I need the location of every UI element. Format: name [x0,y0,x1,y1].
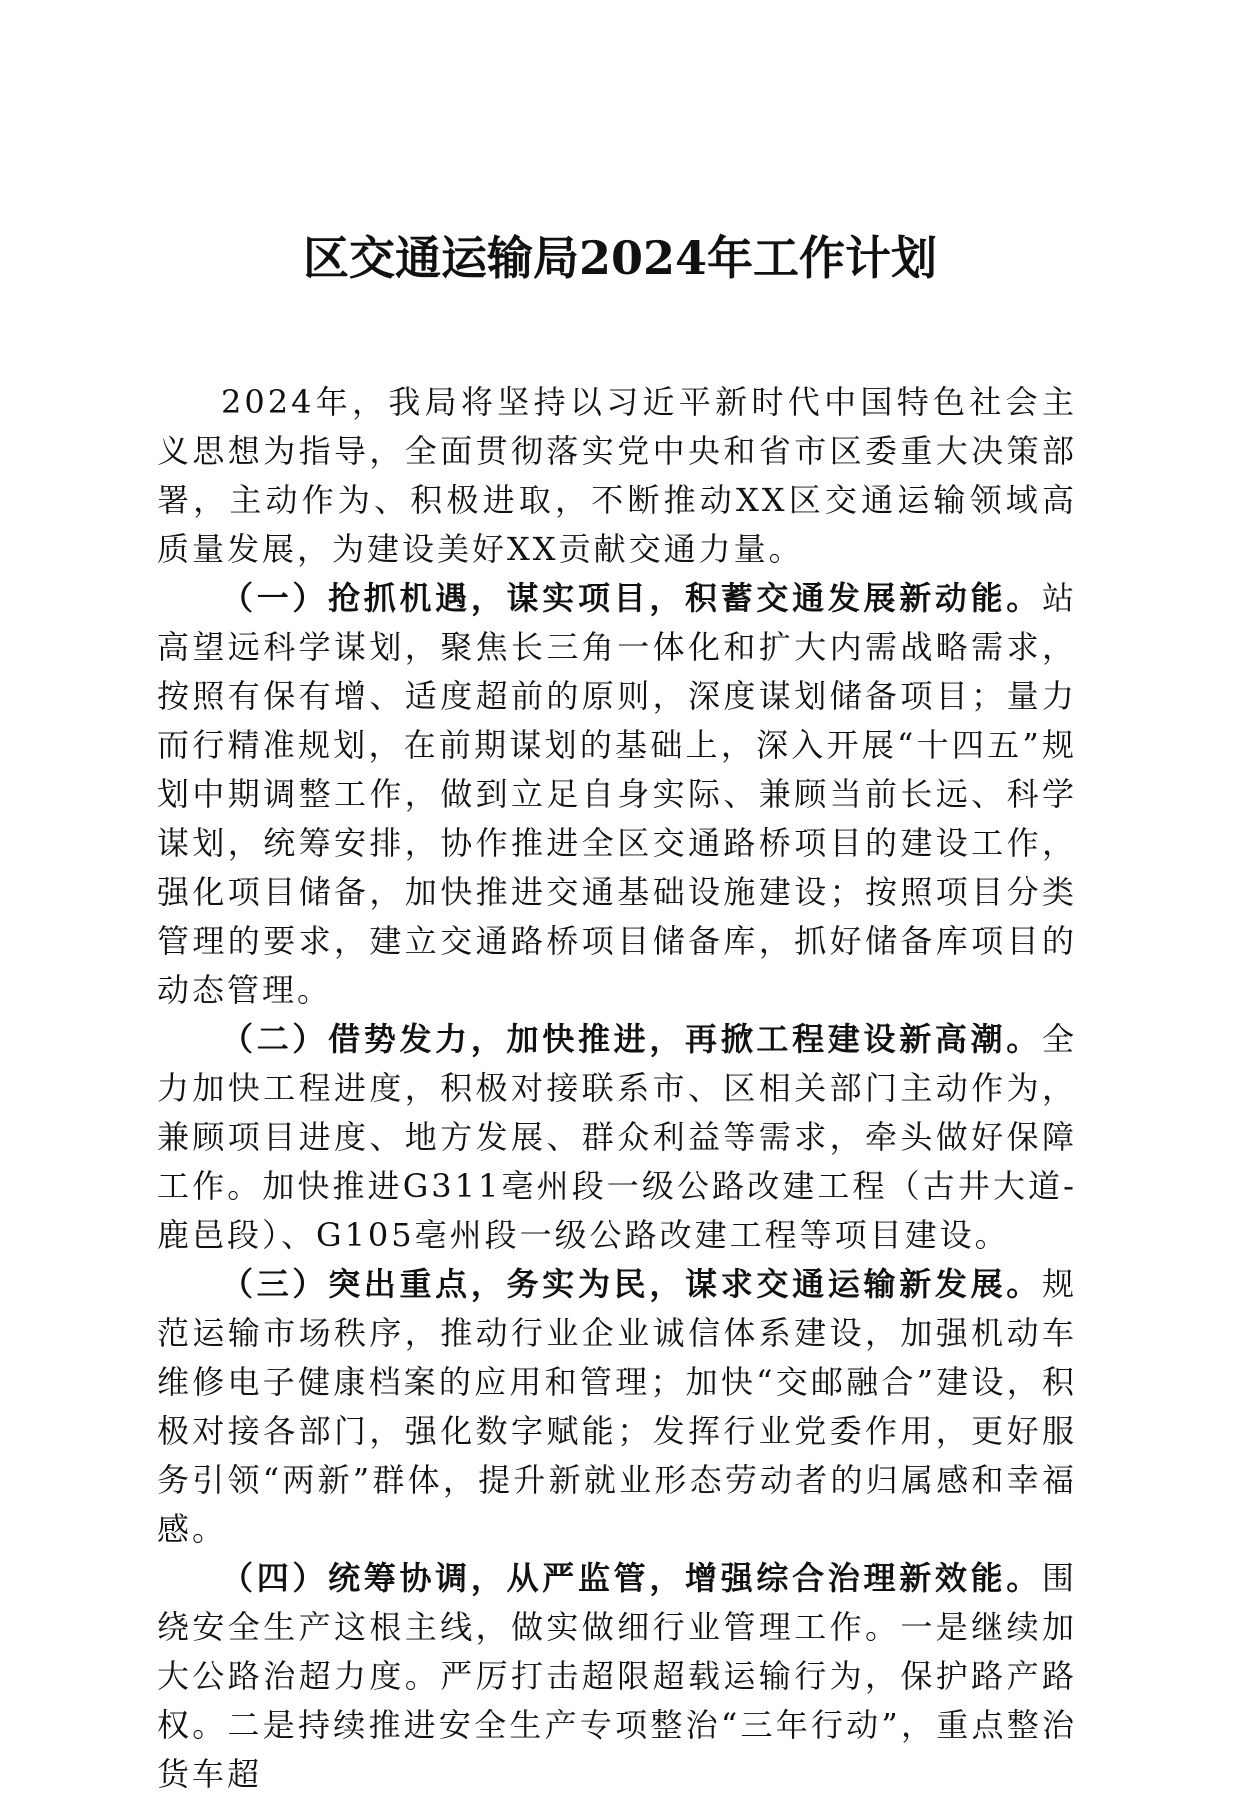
intro-paragraph: 2024年，我局将坚持以习近平新时代中国特色社会主义思想为指导，全面贯彻落实党中央和省市区委重大决策部署，主动作为、积极进取，不断推动XX区交通运输领域高质量发展，为建设美好XX贡献交通力量。 [157,383,1077,568]
section-body-1: 站高望远科学谋划，聚焦长三角一体化和扩大内需战略需求，按照有保有增、适度超前的原则，深度谋划储备项目；量力而行精准规划，在前期谋划的基础上，深入开展“十四五”规划中期调整工作，做到立足自身实际、兼顾当前长远、科学谋划，统筹安排，协作推进全区交通路桥项目的建设工作，强化项目储备，加快推进交通基础设施建设；按照项目分类管理的要求，建立交通路桥项目储备库，抓好储备库项目的动态管理。 [157,579,1077,1009]
section-body-4: 围绕安全生产这根主线，做实做细行业管理工作。一是继续加大公路治超力度。严厉打击超限超载运输行为，保护路产路权。二是持续推进安全生产专项整治“三年行动”，重点整治货车超 [157,1559,1077,1793]
section-heading-4: （四）统筹协调，从严监管，增强综合治理新效能。 [221,1559,1042,1597]
document-body [157,378,1077,1799]
section-heading-2: （二）借势发力，加快推进，再掀工程建设新高潮。 [221,1020,1042,1058]
document-title: 区交通运输局2024年工作计划 [302,231,938,285]
section-body-2: 全力加快工程进度，积极对接联系市、区相关部门主动作为，兼顾项目进度、地方发展、群众利益等需求，牵头做好保障工作。加快推进G311亳州段一级公路改建工程（古井大道-鹿邑段）、G105亳州段一级公路改建工程等项目建设。 [157,1020,1077,1254]
section-paragraph-1 [157,574,1077,1015]
section-heading-1: （一）抢抓机遇，谋实项目，积蓄交通发展新动能。 [221,579,1042,617]
section-paragraph-2 [157,1015,1077,1260]
section-heading-3: （三）突出重点，务实为民，谋求交通运输新发展。 [221,1265,1042,1303]
section-body-3: 规范运输市场秩序，推动行业企业诚信体系建设，加强机动车维修电子健康档案的应用和管理；加快“交邮融合”建设，积极对接各部门，强化数字赋能；发挥行业党委作用，更好服务引领“两新”群体，提升新就业形态劳动者的归属感和幸福感。 [157,1265,1077,1548]
section-paragraph-4 [157,1554,1077,1799]
section-paragraph-3 [157,1260,1077,1554]
